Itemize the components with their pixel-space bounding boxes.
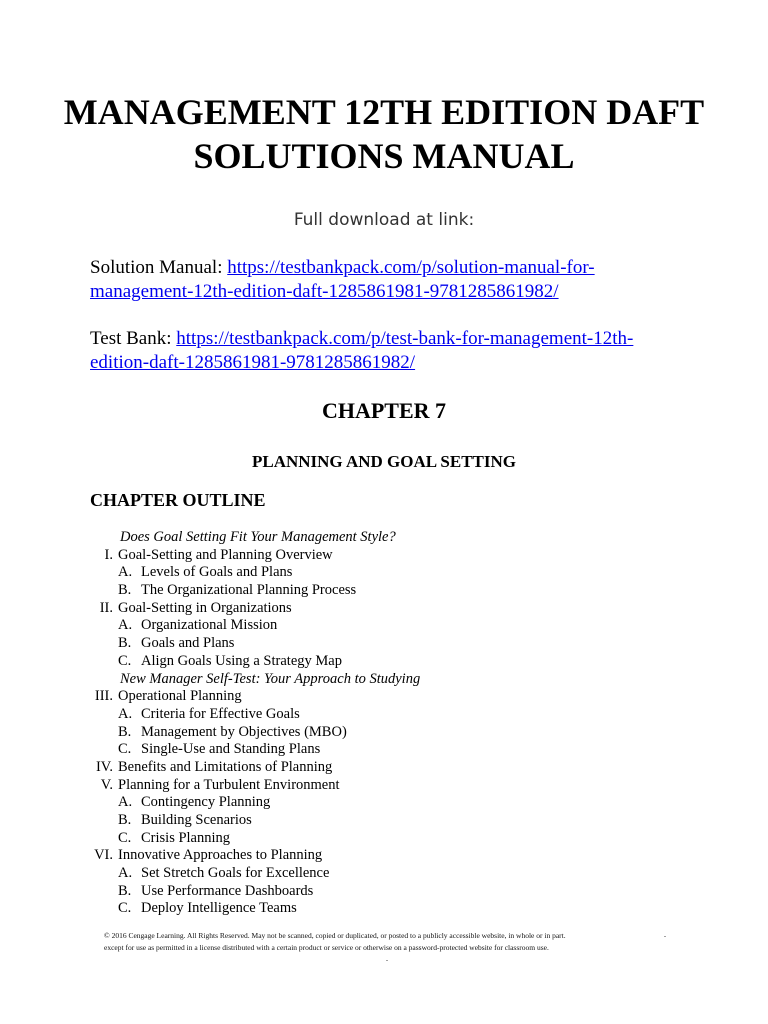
footer-line-2: except for use as permitted in a license distributed with a certain product or service or otherwise on a password-protected website for classroom use.: [104, 943, 549, 952]
outline-item: A. Levels of Goals and Plans: [118, 564, 293, 581]
solution-manual-block: [90, 256, 690, 304]
test-bank-link-part-2[interactable]: edition-daft-1285861981-9781285861982/: [90, 352, 416, 373]
outline-item: A. Criteria for Effective Goals: [118, 705, 300, 722]
section-number: VI.: [94, 847, 113, 864]
solution-manual-link-part-1[interactable]: https://testbankpack.com/p/solution-manual-for-: [227, 257, 595, 278]
outline-item: C. Crisis Planning: [118, 829, 231, 846]
footer-line-1: © 2016 Cengage Learning. All Rights Reserved. May not be scanned, copied or duplicated, or posted to a publicly accessible website, in whole or in part.: [104, 931, 566, 940]
outline-item: B. Goals and Plans: [118, 635, 235, 652]
test-bank-link-part-1[interactable]: https://testbankpack.com/p/test-bank-for-management-12th-: [176, 328, 634, 349]
outline-item: A. Organizational Mission: [118, 617, 278, 634]
footer-dot: .: [386, 954, 388, 963]
outline-section: [0, 688, 768, 706]
outline-section: [0, 777, 768, 795]
title-line-2: SOLUTIONS MANUAL: [193, 136, 575, 176]
chapter-title: PLANNING AND GOAL SETTING: [251, 452, 517, 471]
section-title: Benefits and Limitations of Planning: [118, 758, 333, 775]
section-title: Goal-Setting and Planning Overview: [118, 546, 333, 563]
outline-item: C. Single-Use and Standing Plans: [118, 741, 321, 758]
outline-item: A. Set Stretch Goals for Excellence: [118, 865, 330, 882]
section-title: Planning for a Turbulent Environment: [118, 776, 340, 793]
outline-section: [0, 759, 768, 777]
outline-item: B. Use Performance Dashboards: [118, 882, 314, 899]
footer-dot: .: [664, 930, 666, 939]
outline-item: B. The Organizational Planning Process: [118, 582, 357, 599]
outline-item: A. Contingency Planning: [118, 794, 271, 811]
section-number: III.: [94, 688, 113, 705]
section-title: Operational Planning: [118, 688, 242, 705]
outline-section: [0, 547, 768, 565]
title-line-1: MANAGEMENT 12TH EDITION DAFT: [63, 92, 705, 132]
copyright-footer: [104, 930, 684, 954]
section-number: IV.: [95, 758, 113, 775]
outline-item: B. Building Scenarios: [118, 812, 252, 828]
solution-manual-label: Solution Manual:: [90, 257, 228, 278]
outline-section: [0, 600, 768, 618]
chapter-outline: [0, 529, 768, 918]
test-bank-label: Test Bank:: [90, 328, 177, 349]
section-title: Goal-Setting in Organizations: [118, 599, 292, 616]
section-title: Innovative Approaches to Planning: [118, 847, 323, 864]
outline-heading: CHAPTER OUTLINE: [90, 490, 266, 510]
section-number: V.: [100, 776, 113, 793]
solution-manual-link-part-2[interactable]: management-12th-edition-daft-1285861981-9781285861982/: [90, 281, 559, 302]
outline-intro: Does Goal Setting Fit Your Management Style?: [120, 529, 396, 545]
download-note: Full download at link:: [293, 210, 475, 230]
outline-item: C. Align Goals Using a Strategy Map: [118, 652, 342, 669]
section-number: I.: [104, 546, 113, 563]
outline-section: [0, 847, 768, 865]
document-title: [40, 90, 728, 178]
section-number: II.: [99, 599, 113, 616]
test-bank-block: [90, 327, 690, 375]
outline-item: B. Management by Objectives (MBO): [118, 723, 347, 740]
outline-self-test: New Manager Self-Test: Your Approach to Studying: [120, 670, 421, 687]
chapter-number: CHAPTER 7: [321, 398, 447, 423]
outline-item: C. Deploy Intelligence Teams: [118, 900, 297, 917]
